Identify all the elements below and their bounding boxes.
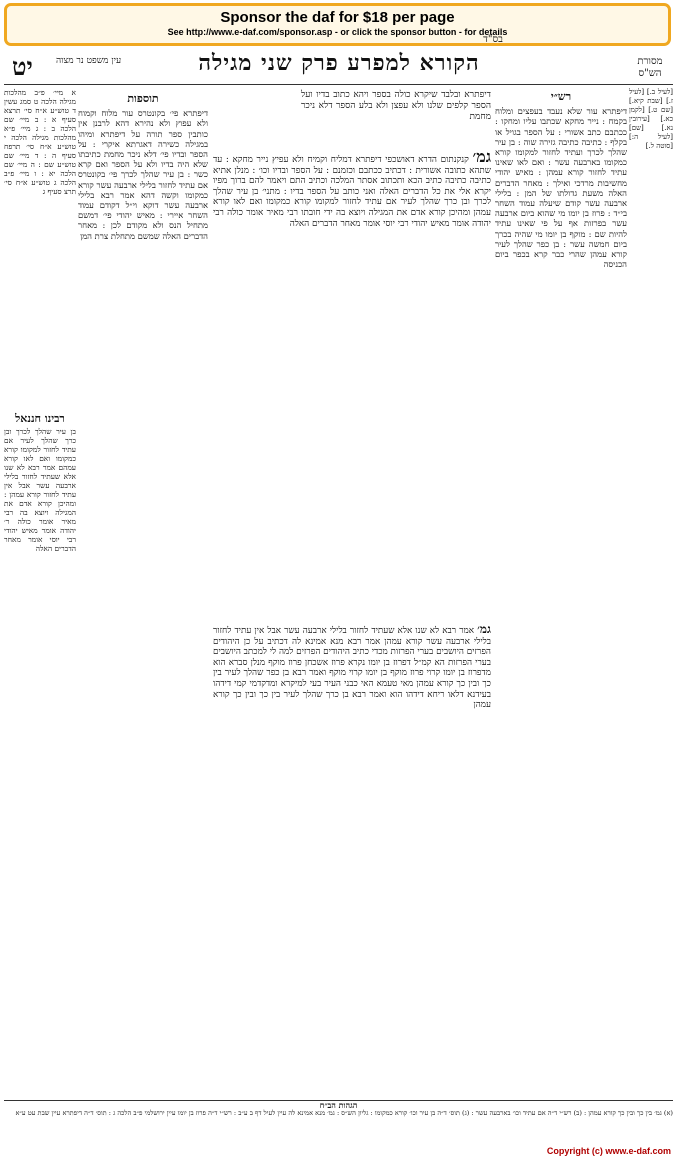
copyright-link[interactable]: Copyright (c) www.e-daf.com [546, 1146, 671, 1156]
rabbeinu-text: בן עיר שהלך לכרך ובן כרך שהלך לעיר אם עתיד לחזור למקומו קורא כמקומו ואם לאו קורא עמהם אמר רבא לא שנו אלא שעתיד לחזור בלילי ארבעה עשר אבל אין עתיד לחזור קורא עמהן : ומהיכן קורא אדם את המגילה ויוצא בה רבי מאיר אומר כולה ר׳ יהודה אומר מאיש יהודי רבי יוסי אומר מאחר הדברים האלה [4, 427, 76, 553]
rabbeinu-title: רבינו חננאל [15, 412, 65, 425]
rashi-title: רש״י [550, 90, 572, 103]
footer-title: הגהות הב״ח [319, 1100, 358, 1110]
gemara-lower-text: אמר רבא לא שנו אלא שעתיד לחזור בלילי ארבעה עשר אבל אין עתיד לחזור בלילי ארבעה עשר קורא עמהן אמר רבא מנא אמינא לה דכתיב על כן היהודים הפרזים היושבים בערי הפרזות מכדי כתיב היהודים הפרזים למה לי למכתב היושבים בערי הפרזות הא קמ״ל דפרוז בן יומו נקרא פרוז אשכחן פרוז מוקף מנלן סברא הוא מדפרוז בן יומו קרוי פרוז מוקף בן יומו קרוי מוקף ואמר רבא בן כפר שהלך לעיר בין כך ובין כך קורא עמהן מאי טעמא האי כבני העיר בעי למיקרא ומדקדמי קמי דידהו בעידנא דלאו ריחא דידהו הוא ואמר רבא בן כרך שהלך לעיר בין כך ובין כך קורא עמהן [213, 626, 491, 711]
gemara-top-text: דיפתרא ובלבד שיקרא כולה בספר ויהא כתוב בדיו ועל הספר קלפים שלנו ולא עפצן ולא בלע הספר דלא ניכר מחמת [301, 90, 491, 122]
mesorah-margin: [לעיל ב.] [לעיל ז.] [שבת קיא.] [שם ט.] [לקמן כא.] [עירובין נא.] [שם] [לעיל ה:] [סוטה ל.] [629, 88, 673, 150]
gemara-column [213, 147, 491, 622]
tosafot-text: דיפתרא פי׳ בקונטרס עור מלוח וקמוח ולא עפוץ ולא נהירא דהא לרבנן אין כותבין ספר תורה על דיפתרא ומיהו במגילה כשירה דאגרתא איקרי : על הספר ובדיו פי׳ דלא ניכר מחמת כתיבתו שלא היה בדיו ולא על הספר ואם קרא כשר : בן עיר שהלך לכרך פי׳ בקונטרס אם עתיד לחזור בלילי ארבעה עשר קורא כמקומו וקשה דהא אמר רבא בלילי ארבעה עשר דוקא וי״ל דקודם עמוד השחר איירי : מאיש יהודי פי׳ דמשם מתחיל הנס ולא מקודם לכן : מאחר הדברים האלה שמשם מתחלת צרת המן [78, 108, 208, 241]
sponsor-title: Sponsor the daf for $18 per page [220, 9, 455, 26]
page-footer-notes [4, 1100, 673, 1143]
gemara-title: גמ׳ [472, 147, 491, 166]
gemara-text: קנקנתום הדרא דאושכפי דיפתרא דמליח וקמיח ולא עפיץ נייר מחקא : עד שתהא כתובה אשורית : דכתיב ככתבם וכזמנם : על הספר ובדיו וכו׳ : מנלן אתיא כתיבה כתיבה כתיב הכא ותכתוב אסתר המלכה וכתיב התם ויאמר להם ברוך מפיו יקרא אלי את כל הדברים האלה ואני כותב על הספר בדיו : מתני׳ בן עיר שהלך לכרך ובן כרך שהלך לעיר אם עתיד לחזור למקומו קורא כמקומו ואם לאו קורא עמהן ומהיכן קורא אדם את המגילה ויוצא בה ידי חובתו רבי מאיר אומר כולה רבי יהודה אומר מאיש יהודי רבי יוסי אומר מאחר הדברים האלה [213, 155, 491, 229]
talmud-page [4, 34, 673, 1143]
rashi-column [495, 88, 627, 1098]
header-divider [4, 84, 673, 85]
tosafot-column [78, 90, 208, 1098]
sponsor-banner[interactable] [4, 3, 671, 46]
sponsor-subtitle[interactable]: See http://www.e-daf.com/sponsor.asp - or click the sponsor button - for details [167, 27, 508, 37]
rashi-text: דיפתרא עור שלא נעבד בעפצים ומלוח בקמח : נייר מחקא שכתבו עליו ומחקו : ככתבם כתב אשורי : על הספר בגויל או בקלף : כתיבה כתיבה גזירה שוה : בן עיר שהלך לכרך ועתיד לחזור למקומו קורא כמקומו בארבעה עשר : ואם לאו שאינו עתיד לחזור קורא עמהן : מאיש יהודי מחשיבות מרדכי ואילך : מאחר הדברים האלה משעת גדולתו של המן : בלילי ארבעה עשר קודם שיעלה עמוד השחר בי״ד : פרוז בן יומו מי שהוא ביום ארבעה עשר בפרזות אף על פי שאינו עתיד להיות שם : מוקף בן יומו מי שהיה בכרך ביום חמשה עשר : בן כפר שהלך לעיר קורא עמהן שהרי כבר קרא בכפר ביום הכניסה [495, 106, 627, 270]
page-title: הקורא למפרע פרק שני מגילה [198, 50, 480, 76]
gemara-lower-column [213, 624, 491, 1094]
tosafot-title: תוספות [127, 92, 159, 105]
header-corner-mark: בס"ד [483, 34, 503, 45]
ein-mishpat-column: א מיי׳ פ״ב מהלכות מגילה הלכה ט סמג עשין ד טוש״ע א״ח סי׳ תרצא סעיף א : ב מיי׳ שם הלכה ב : ג מיי׳ פ״א מהלכות מגילה הלכה י טוש״ע א״ח סי׳ תרפח סעיף ה : ד מיי׳ שם טוש״ע שם : ה מיי׳ שם הלכה יא : ו מיי׳ פ״ב הלכה ג טוש״ע א״ח סי׳ תרצ סעיף ג [4, 88, 76, 196]
header-ein-mishpat-label: עין משפט נר מצוה [56, 56, 122, 66]
rabbeinu-chananel-column [4, 410, 76, 930]
header-mesorah-label: מסורת הש"ס [637, 56, 663, 79]
footer-text: (א) גמ׳ בין כך ובין כך קורא עמהן : (ב) רש״י ד״ה אם עתיד וכו׳ בארבעה עשר : (ג) תוס׳ ד״ה בן עיר וכו׳ קורא כמקומו : גליון הש״ס : גמ׳ מנא אמינא לה עיין לעיל דף ב ע״ב : רש״י ד״ה פרוז בן יומו עיין ירושלמי פ״ב הלכה ג : תוס׳ ד״ה דיפתרא עיין שבת עט ע״א [15, 1109, 673, 1118]
folio-number: יט [12, 52, 33, 81]
gemara-lower-title: גמ׳ [477, 622, 492, 636]
